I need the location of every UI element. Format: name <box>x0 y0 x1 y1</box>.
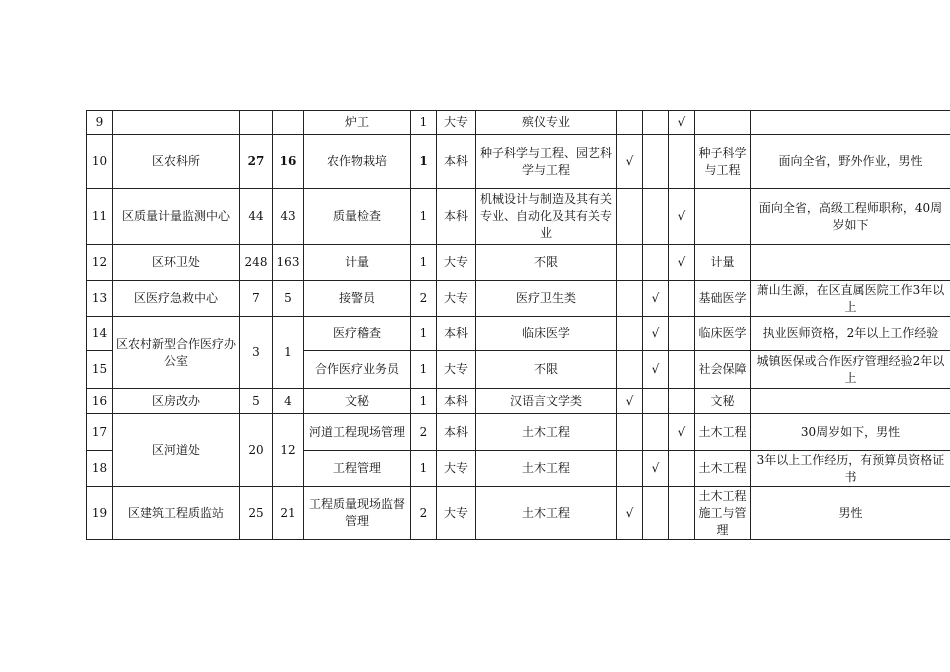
other-requirements: 萧山生源，在区直属医院工作3年以上 <box>751 281 950 317</box>
post-name: 计量 <box>304 245 411 281</box>
exam-category <box>695 189 751 245</box>
major: 土木工程 <box>476 487 617 540</box>
post-name: 工程管理 <box>304 451 411 487</box>
education: 大专 <box>437 245 476 281</box>
check-col-1 <box>617 451 643 487</box>
staff-total: 27 <box>240 135 273 189</box>
check-col-1: √ <box>617 135 643 189</box>
major: 机械设计与制造及其有关专业、自动化及其有关专业 <box>476 189 617 245</box>
other-requirements <box>751 245 950 281</box>
check-col-3 <box>669 389 695 414</box>
exam-category: 基础医学 <box>695 281 751 317</box>
education: 本科 <box>437 135 476 189</box>
check-col-2 <box>643 389 669 414</box>
staff-total: 25 <box>240 487 273 540</box>
check-col-3: √ <box>669 414 695 451</box>
check-col-2: √ <box>643 281 669 317</box>
row-number: 14 <box>87 317 113 351</box>
major: 不限 <box>476 351 617 389</box>
staff-total: 3 <box>240 317 273 389</box>
row-number: 10 <box>87 135 113 189</box>
staff-total: 7 <box>240 281 273 317</box>
staff-quota: 43 <box>273 189 304 245</box>
other-requirements <box>751 389 950 414</box>
unit-name: 区农村新型合作医疗办公室 <box>113 317 240 389</box>
other-requirements: 面向全省，高级工程师职称，40周岁如下 <box>751 189 950 245</box>
unit-name: 区建筑工程质监站 <box>113 487 240 540</box>
staff-quota: 16 <box>273 135 304 189</box>
row-number: 16 <box>87 389 113 414</box>
check-col-3: √ <box>669 189 695 245</box>
staff-quota: 12 <box>273 414 304 487</box>
unit-name: 区质量计量监测中心 <box>113 189 240 245</box>
check-col-2 <box>643 135 669 189</box>
table-row <box>87 389 950 414</box>
staff-quota: 163 <box>273 245 304 281</box>
unit-name: 区房改办 <box>113 389 240 414</box>
check-col-2: √ <box>643 451 669 487</box>
major: 种子科学与工程、园艺科学与工程 <box>476 135 617 189</box>
check-col-2 <box>643 189 669 245</box>
post-name: 质量检查 <box>304 189 411 245</box>
check-col-1: √ <box>617 487 643 540</box>
check-col-1 <box>617 317 643 351</box>
exam-category: 土木工程 <box>695 451 751 487</box>
staff-quota: 4 <box>273 389 304 414</box>
post-count: 2 <box>411 487 437 540</box>
staff-total: 44 <box>240 189 273 245</box>
post-count: 2 <box>411 414 437 451</box>
post-count: 1 <box>411 389 437 414</box>
check-col-3 <box>669 451 695 487</box>
unit-name: 区环卫处 <box>113 245 240 281</box>
post-count: 2 <box>411 281 437 317</box>
check-col-1 <box>617 111 643 135</box>
table-row <box>87 414 950 451</box>
post-count: 1 <box>411 245 437 281</box>
exam-category <box>695 111 751 135</box>
education: 本科 <box>437 414 476 451</box>
unit-name: 区医疗急救中心 <box>113 281 240 317</box>
exam-category: 文秘 <box>695 389 751 414</box>
exam-category: 计量 <box>695 245 751 281</box>
post-count: 1 <box>411 189 437 245</box>
exam-category: 临床医学 <box>695 317 751 351</box>
check-col-3 <box>669 281 695 317</box>
table-row <box>87 317 950 351</box>
post-name: 河道工程现场管理 <box>304 414 411 451</box>
major: 汉语言文学类 <box>476 389 617 414</box>
post-name: 医疗稽查 <box>304 317 411 351</box>
row-number: 9 <box>87 111 113 135</box>
check-col-1 <box>617 245 643 281</box>
post-count: 1 <box>411 351 437 389</box>
exam-category: 种子科学与工程 <box>695 135 751 189</box>
check-col-2: √ <box>643 351 669 389</box>
check-col-1 <box>617 189 643 245</box>
row-number: 11 <box>87 189 113 245</box>
exam-category: 社会保障 <box>695 351 751 389</box>
other-requirements: 城镇医保或合作医疗管理经验2年以上 <box>751 351 950 389</box>
post-name: 接警员 <box>304 281 411 317</box>
unit-name: 区农科所 <box>113 135 240 189</box>
post-name: 炉工 <box>304 111 411 135</box>
major: 土木工程 <box>476 414 617 451</box>
check-col-3: √ <box>669 245 695 281</box>
staff-total: 5 <box>240 389 273 414</box>
unit-name <box>113 111 240 135</box>
post-name: 合作医疗业务员 <box>304 351 411 389</box>
staff-total <box>240 111 273 135</box>
post-name: 工程质量现场监督管理 <box>304 487 411 540</box>
exam-category: 土木工程施工与管理 <box>695 487 751 540</box>
check-col-2 <box>643 111 669 135</box>
table-row <box>87 487 950 540</box>
check-col-3 <box>669 487 695 540</box>
education: 本科 <box>437 317 476 351</box>
post-name: 农作物栽培 <box>304 135 411 189</box>
education: 大专 <box>437 487 476 540</box>
education: 本科 <box>437 189 476 245</box>
staff-total: 20 <box>240 414 273 487</box>
other-requirements <box>751 111 950 135</box>
check-col-2 <box>643 245 669 281</box>
row-number: 17 <box>87 414 113 451</box>
check-col-1: √ <box>617 389 643 414</box>
check-col-3 <box>669 351 695 389</box>
check-col-3 <box>669 317 695 351</box>
post-count: 1 <box>411 451 437 487</box>
post-name: 文秘 <box>304 389 411 414</box>
staff-quota <box>273 111 304 135</box>
exam-category: 土木工程 <box>695 414 751 451</box>
other-requirements: 30周岁如下，男性 <box>751 414 950 451</box>
table-row <box>87 111 950 135</box>
check-col-1 <box>617 351 643 389</box>
check-col-2: √ <box>643 317 669 351</box>
row-number: 19 <box>87 487 113 540</box>
education: 大专 <box>437 451 476 487</box>
education: 大专 <box>437 281 476 317</box>
post-count: 1 <box>411 317 437 351</box>
education: 大专 <box>437 351 476 389</box>
education: 大专 <box>437 111 476 135</box>
major: 不限 <box>476 245 617 281</box>
table-row <box>87 189 950 245</box>
major: 临床医学 <box>476 317 617 351</box>
check-col-1 <box>617 414 643 451</box>
post-count: 1 <box>411 111 437 135</box>
other-requirements: 3年以上工作经历，有预算员资格证书 <box>751 451 950 487</box>
other-requirements: 男性 <box>751 487 950 540</box>
row-number: 15 <box>87 351 113 389</box>
major: 医疗卫生类 <box>476 281 617 317</box>
staff-quota: 21 <box>273 487 304 540</box>
staff-quota: 5 <box>273 281 304 317</box>
check-col-1 <box>617 281 643 317</box>
staff-total: 248 <box>240 245 273 281</box>
other-requirements: 面向全省，野外作业，男性 <box>751 135 950 189</box>
row-number: 12 <box>87 245 113 281</box>
check-col-3: √ <box>669 111 695 135</box>
check-col-2 <box>643 487 669 540</box>
unit-name: 区河道处 <box>113 414 240 487</box>
table-row <box>87 135 950 189</box>
other-requirements: 执业医师资格，2年以上工作经验 <box>751 317 950 351</box>
row-number: 18 <box>87 451 113 487</box>
major: 土木工程 <box>476 451 617 487</box>
check-col-2 <box>643 414 669 451</box>
staff-quota: 1 <box>273 317 304 389</box>
recruitment-table <box>86 110 950 540</box>
education: 本科 <box>437 389 476 414</box>
check-col-3 <box>669 135 695 189</box>
post-count: 1 <box>411 135 437 189</box>
table-row <box>87 281 950 317</box>
row-number: 13 <box>87 281 113 317</box>
table-row <box>87 245 950 281</box>
major: 殡仪专业 <box>476 111 617 135</box>
